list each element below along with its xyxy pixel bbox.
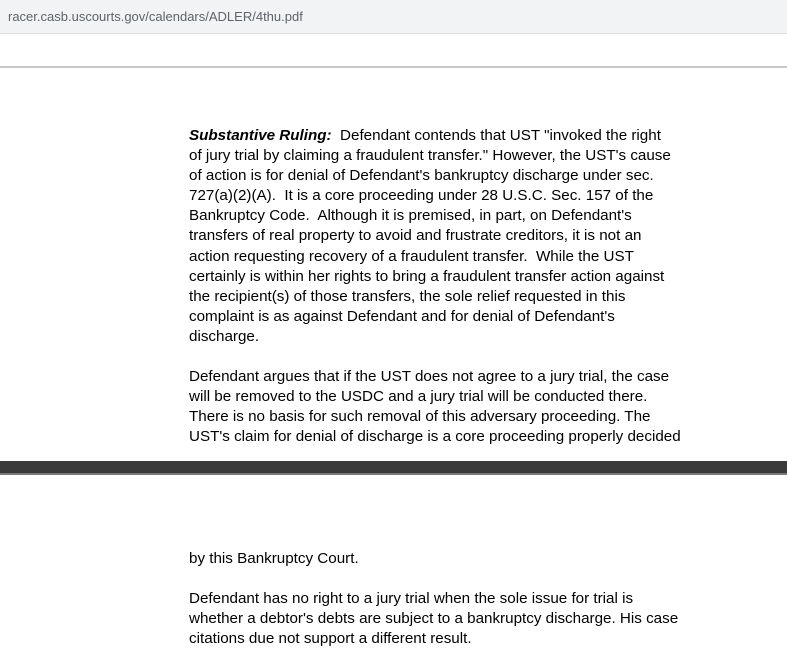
page-separator: [0, 461, 787, 475]
pdf-page-1: [0, 68, 787, 495]
conclusion-paragraph: Defendant has no right to a jury trial when the sole issue for trial is whether a debtor's debts are subject to a bankruptcy discharge. His case citations due not support a different result.: [189, 590, 679, 648]
argument-paragraph: Defendant argues that if the UST does not agree to a jury trial, the case will be removed to the USDC and a jury trial will be conducted there. There is no basis for such removal of this adversary proceeding. The UST's claim for denial of discharge is a core proceeding properly decided: [189, 368, 681, 446]
address-bar[interactable]: [0, 0, 787, 34]
ruling-text: Defendant contends that UST "invoked the right of jury trial by claiming a fraudulent transfer." However, the UST's cause of action is for denial of Defendant's bankruptcy discharge under sec. 727(a)(2)(A). It is a core proceeding under 28 U.S.C. Sec. 157 of the Bankruptcy Code. Although it is premised, in part, on Defendant's transfers of real property to avoid and frustrate creditors, it is not an action requesting recovery of a fraudulent transfer. While the UST certainly is within her rights to bring a fraudulent transfer action against the recipient(s) of those transfers, the sole relief requested in this complaint is as against Defendant and for denial of Defendant's discharge.: [189, 127, 671, 345]
url-text[interactable]: racer.casb.uscourts.gov/calendars/ADLER/4thu.pdf: [8, 9, 303, 24]
ruling-heading: Substantive Ruling:: [189, 127, 332, 144]
pdf-page-2: [0, 475, 787, 656]
continuation-paragraph: by this Bankruptcy Court.: [189, 550, 359, 567]
ruling-paragraph: [189, 126, 719, 347]
